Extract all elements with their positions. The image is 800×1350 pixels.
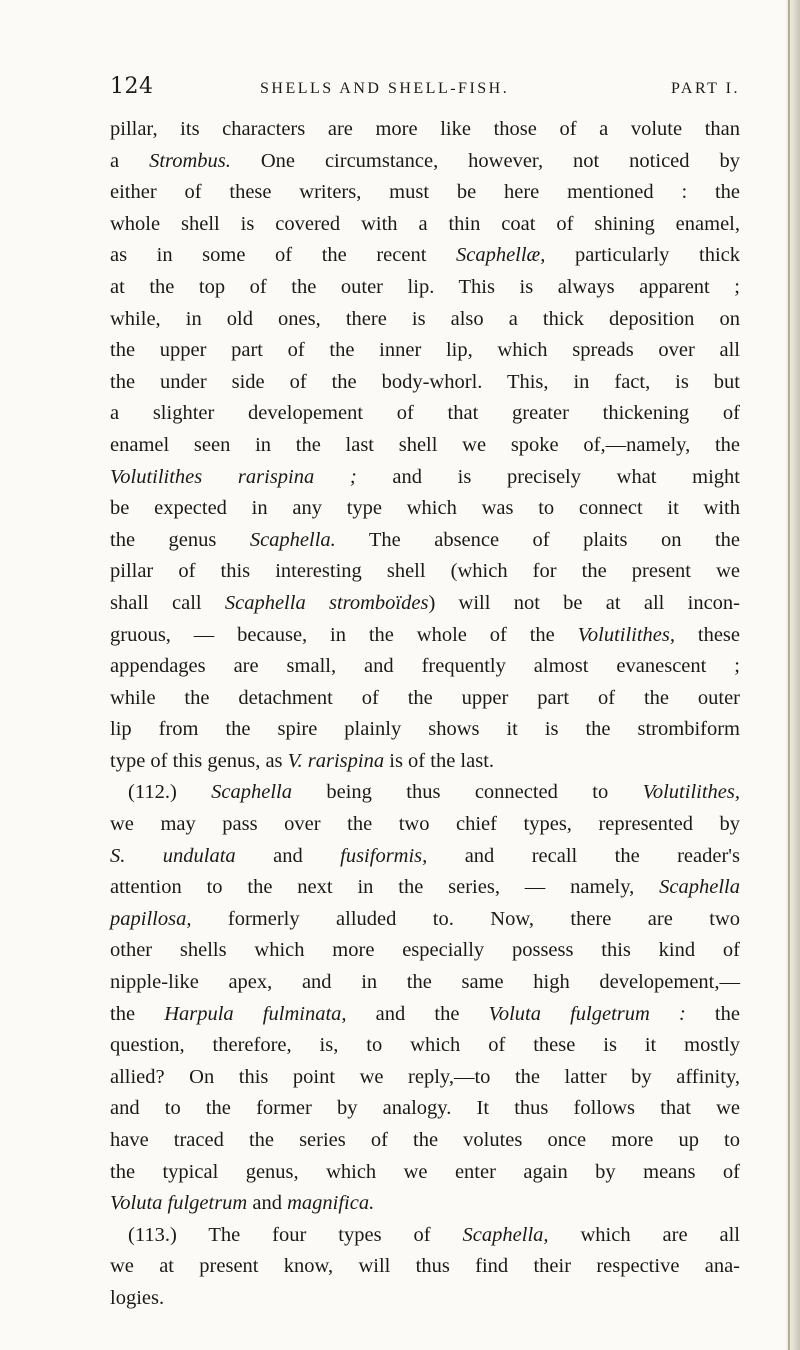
text-segment: nipple-like apex, and in the same high developement,—	[110, 971, 740, 994]
text-segment: as in some of the recent	[110, 244, 456, 267]
text-line	[110, 430, 740, 462]
text-line	[110, 588, 740, 620]
italic-text: Strombus.	[149, 149, 231, 172]
text-segment: gruous, — because, in the whole of the	[110, 623, 578, 646]
part-label: PART I.	[670, 80, 740, 97]
text-segment: lip from the spire plainly shows it is the strombiform	[110, 718, 740, 741]
italic-text: Scaphella.	[249, 528, 336, 551]
page-edge-line	[788, 0, 790, 1350]
text-line	[110, 462, 740, 494]
text-segment: The absence of plaits on the	[335, 528, 740, 551]
text-line	[110, 1157, 740, 1189]
text-segment: while the detachment of the upper part of the outer	[110, 686, 740, 709]
italic-text: Scaphella	[211, 781, 292, 804]
text-line	[110, 651, 740, 683]
italic-text: papillosa,	[110, 907, 192, 930]
text-segment: and recall the reader's	[427, 844, 740, 867]
italic-text: Scaphella	[659, 876, 740, 899]
text-segment: enamel seen in the last shell we spoke of,—namely, the	[110, 433, 740, 456]
text-segment: the	[685, 1002, 740, 1025]
text-line	[110, 1283, 740, 1315]
text-line	[110, 114, 740, 146]
text-line	[110, 967, 740, 999]
text-line	[110, 525, 740, 557]
italic-text: Voluta fulgetrum	[110, 1192, 248, 1215]
italic-text: Scaphella stromboïdes	[224, 591, 429, 614]
text-segment: particularly thick	[545, 244, 740, 267]
text-line	[110, 146, 740, 178]
text-line	[110, 714, 740, 746]
text-segment: logies.	[110, 1286, 165, 1309]
text-segment: these	[675, 623, 740, 646]
text-segment: while, in old ones, there is also a thick deposition on	[110, 307, 740, 330]
text-segment: either of these writers, must be here mentioned : the	[110, 181, 740, 204]
text-line	[110, 1251, 740, 1283]
text-line	[110, 304, 740, 336]
text-line	[110, 841, 740, 873]
text-line	[110, 1188, 740, 1220]
text-line	[110, 1093, 740, 1125]
text-segment: being thus connected to	[291, 781, 643, 804]
text-segment: pillar of this interesting shell (which for the present we	[110, 560, 740, 583]
text-line	[110, 777, 740, 809]
text-line	[110, 1030, 740, 1062]
text-segment: the	[110, 1002, 165, 1025]
italic-text: Volutilithes,	[642, 781, 740, 804]
text-segment: and	[247, 1192, 288, 1215]
text-line	[110, 556, 740, 588]
text-line	[110, 1062, 740, 1094]
text-segment: have traced the series of the volutes once more up to	[110, 1129, 740, 1151]
text-segment: pillar, its characters are more like those of a volute than	[110, 118, 740, 140]
text-segment: the genus	[110, 528, 250, 551]
text-segment: formerly alluded to. Now, there are two	[191, 907, 740, 930]
text-line	[110, 177, 740, 209]
text-line	[110, 620, 740, 652]
text-segment: is of the last.	[384, 749, 495, 772]
text-line	[110, 746, 740, 778]
text-line	[110, 398, 740, 430]
text-segment: whole shell is covered with a thin coat of shining enamel,	[110, 212, 740, 235]
text-segment: One circumstance, however, not noticed by	[230, 149, 740, 172]
text-segment: at the top of the outer lip. This is always apparent ;	[110, 275, 740, 298]
page-header	[110, 74, 740, 108]
text-line	[110, 904, 740, 936]
text-line	[110, 1125, 740, 1157]
italic-text: fusiformis,	[340, 844, 428, 867]
text-line	[110, 872, 740, 904]
running-head: SHELLS AND SHELL-FISH.	[260, 80, 510, 97]
text-segment: allied? On this point we reply,—to the latter by affinity,	[110, 1065, 740, 1088]
text-segment: the under side of the body-whorl. This, in fact, is but	[110, 370, 740, 393]
italic-text: S. undulata	[110, 844, 236, 867]
text-segment: and the	[346, 1002, 489, 1025]
italic-text: magnifica.	[287, 1192, 375, 1215]
text-line	[110, 335, 740, 367]
text-segment: we at present know, will thus find their respective ana-	[110, 1255, 740, 1278]
text-segment: other shells which more especially possess this kind of	[110, 939, 740, 962]
text-line	[110, 809, 740, 841]
italic-text: Voluta fulgetrum :	[488, 1002, 686, 1025]
italic-text: Scaphellæ,	[455, 244, 546, 267]
body-text	[110, 114, 740, 1315]
text-segment: and	[235, 844, 341, 867]
text-segment: (112.)	[128, 781, 212, 804]
text-line	[110, 367, 740, 399]
italic-text: Scaphella,	[462, 1223, 549, 1246]
text-line	[110, 272, 740, 304]
text-segment: and to the former by analogy. It thus follows that we	[110, 1097, 740, 1120]
text-segment: a	[110, 149, 150, 172]
text-segment: appendages are small, and frequently almost evanescent ;	[110, 655, 740, 678]
text-segment: shall call	[110, 591, 225, 614]
text-line	[110, 1220, 740, 1252]
text-segment: a slighter developement of that greater thickening of	[110, 402, 740, 425]
text-line	[110, 999, 740, 1031]
text-segment: the typical genus, which we enter again by means of	[110, 1160, 740, 1183]
text-segment: ) will not be at all incon-	[428, 591, 741, 614]
text-segment: we may pass over the two chief types, represented by	[110, 813, 740, 836]
text-line	[110, 935, 740, 967]
text-segment: question, therefore, is, to which of these is it mostly	[110, 1034, 740, 1057]
text-segment: attention to the next in the series, — namely,	[110, 876, 660, 899]
text-segment: the upper part of the inner lip, which spreads over all	[110, 339, 740, 362]
text-line	[110, 209, 740, 241]
text-segment: (113.) The four types of	[128, 1223, 463, 1246]
text-line	[110, 240, 740, 272]
text-segment: which are all	[548, 1223, 740, 1246]
text-segment: and is precisely what might	[356, 465, 740, 488]
text-segment: type of this genus, as	[110, 749, 288, 772]
italic-text: Volutilithes rarispina ;	[110, 465, 357, 488]
text-segment: be expected in any type which was to connect it with	[110, 497, 740, 520]
italic-text: Volutilithes,	[577, 623, 675, 646]
italic-text: V. rarispina	[287, 749, 385, 772]
text-line	[110, 683, 740, 715]
page-number: 124	[110, 74, 154, 99]
text-line	[110, 493, 740, 525]
italic-text: Harpula fulminata,	[164, 1002, 347, 1025]
